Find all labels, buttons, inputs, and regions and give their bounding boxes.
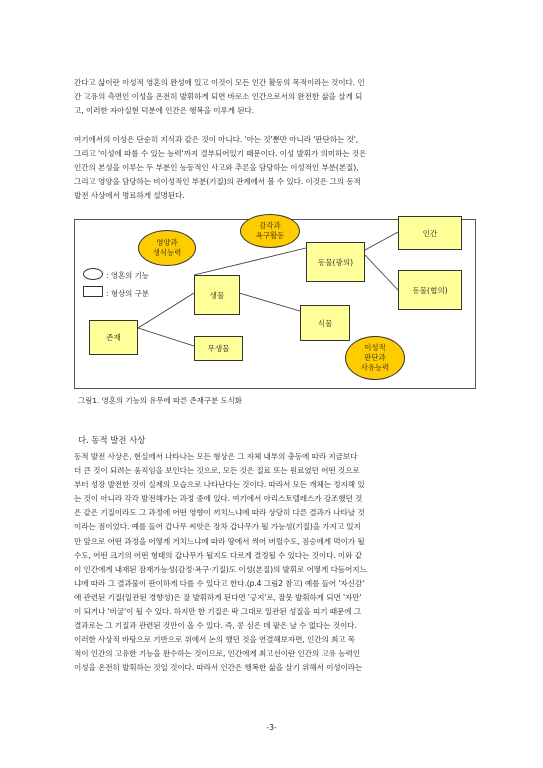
legend-rect-icon xyxy=(83,286,103,297)
text-line: 고, 이러한 자아실현 덕분에 인간은 행복을 이루게 된다. xyxy=(74,106,255,116)
legend-ellipse-icon xyxy=(83,268,103,280)
text-line: 은 같은 기질이라도 그 과정에 어떤 영향이 끼치느냐에 따라 상당히 다른 결과가 나타날 것 xyxy=(74,508,365,518)
text-line: 만 앞으로 어떤 과정을 어떻게 거치느냐에 따라 땅에서 썩어 버릴수도, 짐승에게 먹이가 될 xyxy=(74,536,365,546)
text-line: 이 인간에게 내재된 잠재가능성(감정·욕구·기질)도 이성(본질)의 발휘로 어떻게 다듬어지느 xyxy=(74,564,367,574)
box-human: 인간 xyxy=(398,216,462,250)
box-animal-broad: 동물(광의) xyxy=(306,242,365,282)
text-line: 이라는 점이었다. 예를 들어 갑나무 씨앗은 장차 갑나무가 될 가능성(기질)을 가지고 있지 xyxy=(74,522,361,532)
text-line: 는 것이 아니라 각각 발전해가는 과정 중에 있다. 여기에서 아리스토텔레스가 강조했던 것 xyxy=(74,494,363,504)
legend-ellipse-label: : 영혼의 기능 xyxy=(106,271,149,280)
text-line: 인간의 본성을 이루는 두 부분인 능동적인 사고와 추론을 담당하는 이성적인 부분(본질), xyxy=(74,163,359,173)
text-line: 에 관련된 기질(일관된 경향성)은 잘 발휘하게 된다면 '긍지'로, 잘못 발휘하게 되면 '자만' xyxy=(74,592,362,602)
text-line: 결과로는 그 기질과 관련된 것만이 올 수 있다. 즉, 콩 심은 데 팥은 날 수 없다는 것이다. xyxy=(74,621,357,631)
paragraph-1 xyxy=(74,76,474,118)
ellipse-reason: 이성적 판단과 사유능력 xyxy=(345,336,405,380)
box-living: 생물 xyxy=(194,275,240,315)
box-plant: 식물 xyxy=(300,305,350,341)
legend-rect-label: : 형상의 구분 xyxy=(106,289,149,298)
text-line: 간다고 삶이란 이성적 영혼의 완성에 있고 이것이 모든 인간 활동의 목적이라는 것이다. 인 xyxy=(74,78,365,87)
text-line: 부터 성장 발전한 것이 실제의 모습으로 나타난다는 것이다. 따라서 모든 개체는 정지해 있 xyxy=(74,480,365,490)
text-line: 그리고 영양을 담당하는 비이성적인 부분(기질)의 관계에서 볼 수 있다. 이것은 그의 동적 xyxy=(74,177,361,187)
box-existence: 존재 xyxy=(89,320,138,355)
text-line: 적이 인간의 고유한 기능을 완수하는 것이므로, 인간에게 최고선이란 인간의 고유 능력인 xyxy=(74,649,360,659)
page-number: -3- xyxy=(266,723,277,732)
text-line: 여기에서의 이성은 단순히 지식과 같은 것이 아니다. '아는 것'뿐만 아니라 '판단하는 것', xyxy=(74,135,359,144)
text-line: 수도, 어떤 크기의 어떤 형태의 갑나무가 될지도 다르게 결정될 수 있다는 것이다. 이와 같 xyxy=(74,550,362,560)
text-line: 발전 사상에서 명료하게 설명된다. xyxy=(74,191,185,201)
section-heading: 다. 동적 발전 사상 xyxy=(78,435,146,445)
ellipse-sense: 감각과 욕구활동 xyxy=(240,214,300,248)
text-line: 냐에 따라 그 결과물이 판이하게 다를 수 있다고 한다.(p.4 그림2 참고) 예를 들어 '자신감' xyxy=(74,578,365,588)
text-line: 이 되거나 '비굴'이 될 수 있다. 하지만 한 기질은 딱 그대로 일관된 성질을 띠기 때문에 그 xyxy=(74,607,362,617)
paragraph-3 xyxy=(74,450,474,676)
figure-soul-functions xyxy=(74,219,476,389)
text-line: 이러한 사상적 바탕으로 기반으로 위에서 논의 했던 것을 연결해보자면, 인간의 최고 목 xyxy=(74,635,356,645)
text-line: 더 큰 것이 되려는 움직임을 보인다는 것으로, 모든 것은 질료 또는 원료였던 어떤 것으로 xyxy=(74,466,360,476)
text-line: 동적 발전 사상은, 현실에서 나타나는 모든 형상은 그 자체 내부의 충동에 따라 지금보다 xyxy=(74,452,358,461)
paragraph-2 xyxy=(74,133,474,203)
figure-caption: 그림1. 영혼의 기능의 유무에 따른 존재구분 도식화 xyxy=(78,396,242,405)
text-line: 그리고 '이성에 따를 수 있는 능력'까지 결부되어있기 때문이다. 이성 발휘가 의미하는 것은 xyxy=(74,149,367,159)
text-line: 간 고유의 측면인 이성을 온전히 발휘하게 되면 바로소 인간으로서의 완전한 삶을 살게 되 xyxy=(74,92,363,102)
text-line: 이성을 온전히 발휘하는 것일 것이다. 따라서 인간은 행복한 삶을 살기 위해서 이성이라는 xyxy=(74,663,363,673)
box-animal-narrow: 동물(협의) xyxy=(398,270,462,310)
box-nonliving: 무생물 xyxy=(194,336,243,361)
ellipse-nutrition: 영양과 생식능력 xyxy=(138,230,196,266)
